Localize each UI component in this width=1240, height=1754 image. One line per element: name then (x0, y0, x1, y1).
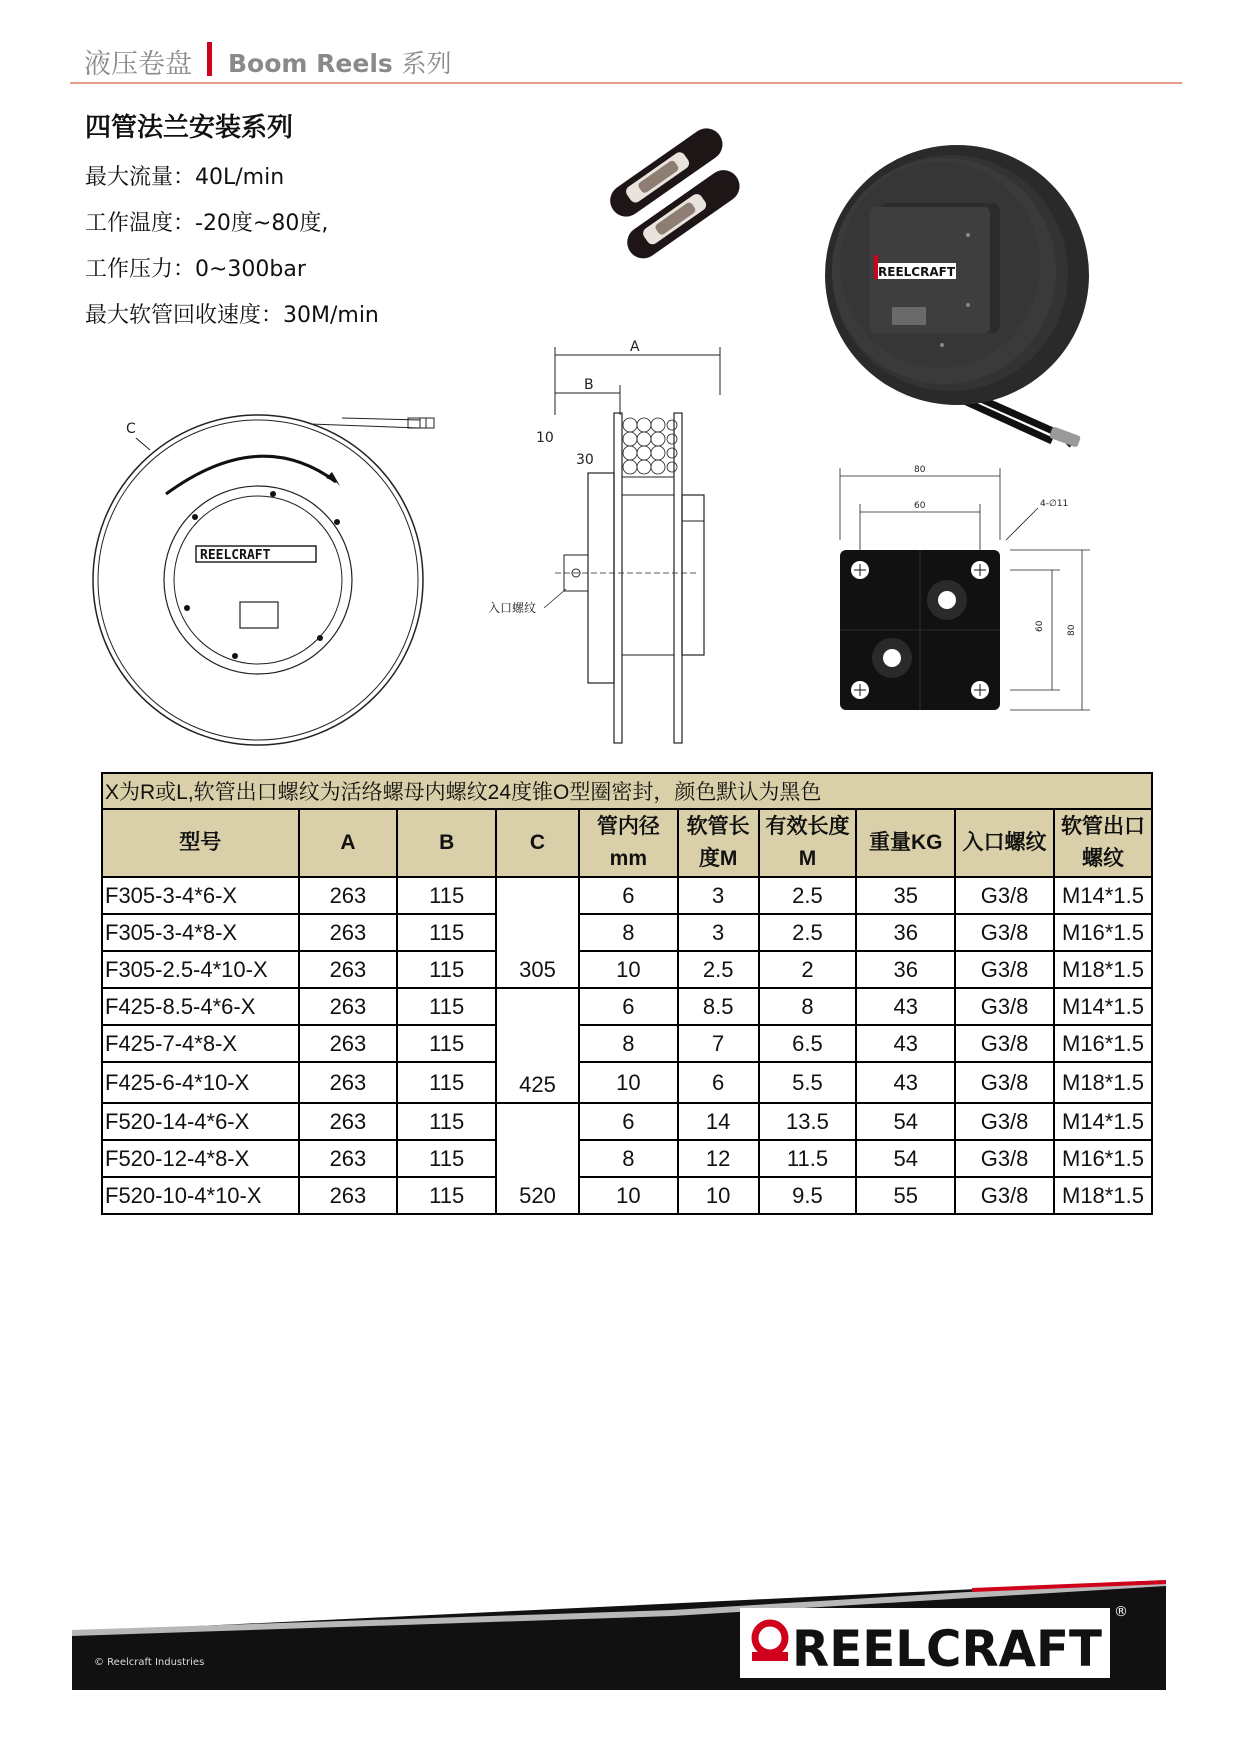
page-footer (72, 1580, 1166, 1690)
cell-hose: 3 (678, 877, 759, 914)
cell-weight: 43 (856, 988, 955, 1025)
cell-model: F520-14-4*6-X (102, 1103, 299, 1140)
cell-model: F425-8.5-4*6-X (102, 988, 299, 1025)
cell-a: 263 (299, 1062, 398, 1103)
cell-b: 115 (397, 951, 496, 988)
header-bore-line1: 管内径 (596, 815, 660, 838)
flange-drawing (830, 460, 1100, 720)
table-row (102, 951, 1152, 988)
cell-c-group: 520 (496, 1103, 579, 1214)
cell-hose: 10 (678, 1177, 759, 1214)
reel-front-view-drawing (90, 410, 470, 750)
dim-a-label: A (630, 339, 640, 355)
cell-b: 115 (397, 1140, 496, 1177)
cell-bore: 8 (579, 1140, 678, 1177)
header-effective-line2: M (798, 847, 817, 870)
inlet-thread-label: 入口螺纹 (488, 601, 537, 615)
header-category: 液压卷盘 (84, 49, 192, 80)
dim-b-label: B (584, 377, 594, 393)
header-inlet: 入口螺纹 (955, 809, 1054, 877)
cell-b: 115 (397, 1025, 496, 1062)
cell-effective: 6.5 (759, 1025, 857, 1062)
cell-hose: 12 (678, 1140, 759, 1177)
cell-effective: 11.5 (759, 1140, 857, 1177)
cell-weight: 35 (856, 877, 955, 914)
header-brand-en: Boom Reels (228, 49, 393, 78)
cell-bore: 10 (579, 951, 678, 988)
flange-80-side: 80 (1067, 624, 1077, 636)
cell-bore: 6 (579, 988, 678, 1025)
cell-outlet: M18*1.5 (1054, 951, 1152, 988)
cell-effective: 13.5 (759, 1103, 857, 1140)
spec-retract-speed: 最大软管回收速度：30M/min (85, 303, 379, 328)
dim-30-label: 30 (576, 452, 594, 468)
cell-model: F305-2.5-4*10-X (102, 951, 299, 988)
cell-hose: 2.5 (678, 951, 759, 988)
table-header-row (102, 809, 1152, 877)
cell-effective: 2.5 (759, 877, 857, 914)
header-divider (70, 82, 1182, 84)
flange-60-top: 60 (914, 501, 926, 511)
dim-c-label: C (126, 421, 136, 437)
cell-bore: 10 (579, 1177, 678, 1214)
cell-model: F305-3-4*6-X (102, 877, 299, 914)
table-row (102, 914, 1152, 951)
header-outlet-line1: 软管出口 (1060, 815, 1145, 838)
cell-bore: 10 (579, 1062, 678, 1103)
cell-bore: 6 (579, 877, 678, 914)
header-bore-line2: mm (609, 847, 648, 870)
flange-80-top: 80 (914, 465, 926, 475)
footer-registered-mark: ® (1114, 1604, 1128, 1620)
header-bore (579, 809, 678, 877)
cell-weight: 36 (856, 914, 955, 951)
reel-product-photo (822, 145, 1092, 455)
cell-a: 263 (299, 1103, 398, 1140)
cell-c-group: 425 (496, 988, 579, 1103)
cell-a: 263 (299, 914, 398, 951)
header-effective-length (759, 809, 857, 877)
hose-connector-image (596, 115, 756, 275)
flange-holes-label: 4-∅11 (1040, 499, 1069, 509)
table-row (102, 1140, 1152, 1177)
cell-inlet: G3/8 (955, 951, 1054, 988)
cell-model: F520-10-4*10-X (102, 1177, 299, 1214)
cell-a: 263 (299, 1025, 398, 1062)
header-c: C (496, 809, 579, 877)
cell-effective: 8 (759, 988, 857, 1025)
cell-outlet: M14*1.5 (1054, 988, 1152, 1025)
header-weight: 重量KG (856, 809, 955, 877)
header-b: B (397, 809, 496, 877)
cell-weight: 54 (856, 1140, 955, 1177)
cell-effective: 9.5 (759, 1177, 857, 1214)
header-effective-line1: 有效长度 (765, 815, 850, 838)
table-row (102, 1025, 1152, 1062)
table-note: X为R或L,软管出口螺纹为活络螺母内螺纹24度锥O型圈密封，颜色默认为黑色 (102, 773, 1152, 809)
cell-outlet: M14*1.5 (1054, 1103, 1152, 1140)
cell-b: 115 (397, 1062, 496, 1103)
cell-b: 115 (397, 877, 496, 914)
cell-outlet: M18*1.5 (1054, 1177, 1152, 1214)
cell-effective: 2 (759, 951, 857, 988)
cell-outlet: M16*1.5 (1054, 1140, 1152, 1177)
cell-b: 115 (397, 1177, 496, 1214)
cell-weight: 36 (856, 951, 955, 988)
cell-b: 115 (397, 914, 496, 951)
cell-weight: 43 (856, 1062, 955, 1103)
cell-inlet: G3/8 (955, 1177, 1054, 1214)
cell-outlet: M18*1.5 (1054, 1062, 1152, 1103)
header-series: 系列 (401, 49, 452, 78)
cell-a: 263 (299, 1140, 398, 1177)
reel-side-view-drawing (480, 335, 730, 745)
cell-bore: 6 (579, 1103, 678, 1140)
cell-weight: 54 (856, 1103, 955, 1140)
table-row (102, 877, 1152, 914)
flange-60-side: 60 (1035, 620, 1045, 632)
cell-hose: 6 (678, 1062, 759, 1103)
cell-inlet: G3/8 (955, 1025, 1054, 1062)
cell-model: F425-6-4*10-X (102, 1062, 299, 1103)
table-row (102, 1103, 1152, 1140)
header-model: 型号 (102, 809, 299, 877)
table-row (102, 1177, 1152, 1214)
cell-a: 263 (299, 877, 398, 914)
cell-c-group: 305 (496, 877, 579, 988)
cell-a: 263 (299, 1177, 398, 1214)
footer-logo-text: REELCRAFT (792, 1620, 1102, 1678)
table-row (102, 988, 1152, 1025)
cell-a: 263 (299, 951, 398, 988)
spec-table (101, 772, 1153, 1215)
cell-hose: 14 (678, 1103, 759, 1140)
cell-effective: 2.5 (759, 914, 857, 951)
cell-hose: 8.5 (678, 988, 759, 1025)
header-hose-length-line1: 软管长 (686, 815, 750, 838)
header-outlet-line2: 螺纹 (1081, 847, 1124, 870)
spec-temperature: 工作温度：-20度~80度, (85, 211, 329, 236)
cell-model: F520-12-4*8-X (102, 1140, 299, 1177)
cell-outlet: M16*1.5 (1054, 914, 1152, 951)
footer-copyright: © Reelcraft Industries (94, 1657, 205, 1668)
spec-pressure: 工作压力：0~300bar (85, 257, 306, 282)
table-note-row (102, 773, 1152, 809)
cell-weight: 55 (856, 1177, 955, 1214)
header-hose-length-line2: 度M (698, 847, 738, 870)
header-outlet (1054, 809, 1152, 877)
header-brand (228, 44, 452, 80)
cell-inlet: G3/8 (955, 877, 1054, 914)
cell-model: F305-3-4*8-X (102, 914, 299, 951)
cell-inlet: G3/8 (955, 914, 1054, 951)
header-red-bar (207, 42, 212, 76)
cell-a: 263 (299, 988, 398, 1025)
cell-inlet: G3/8 (955, 1062, 1054, 1103)
cell-bore: 8 (579, 1025, 678, 1062)
reel-logo-text: REELCRAFT (878, 265, 955, 279)
header-a: A (299, 809, 398, 877)
cell-inlet: G3/8 (955, 1103, 1054, 1140)
series-title: 四管法兰安装系列 (85, 113, 294, 143)
cell-weight: 43 (856, 1025, 955, 1062)
cell-inlet: G3/8 (955, 988, 1054, 1025)
cell-hose: 7 (678, 1025, 759, 1062)
cell-model: F425-7-4*8-X (102, 1025, 299, 1062)
spec-max-flow: 最大流量：40L/min (85, 165, 285, 190)
cell-b: 115 (397, 1103, 496, 1140)
front-logo-text: REELCRAFT (200, 548, 271, 563)
cell-inlet: G3/8 (955, 1140, 1054, 1177)
cell-outlet: M16*1.5 (1054, 1025, 1152, 1062)
cell-bore: 8 (579, 914, 678, 951)
header-hose-length (678, 809, 759, 877)
cell-hose: 3 (678, 914, 759, 951)
cell-b: 115 (397, 988, 496, 1025)
cell-effective: 5.5 (759, 1062, 857, 1103)
dim-10-label: 10 (536, 430, 554, 446)
table-row (102, 1062, 1152, 1103)
cell-outlet: M14*1.5 (1054, 877, 1152, 914)
